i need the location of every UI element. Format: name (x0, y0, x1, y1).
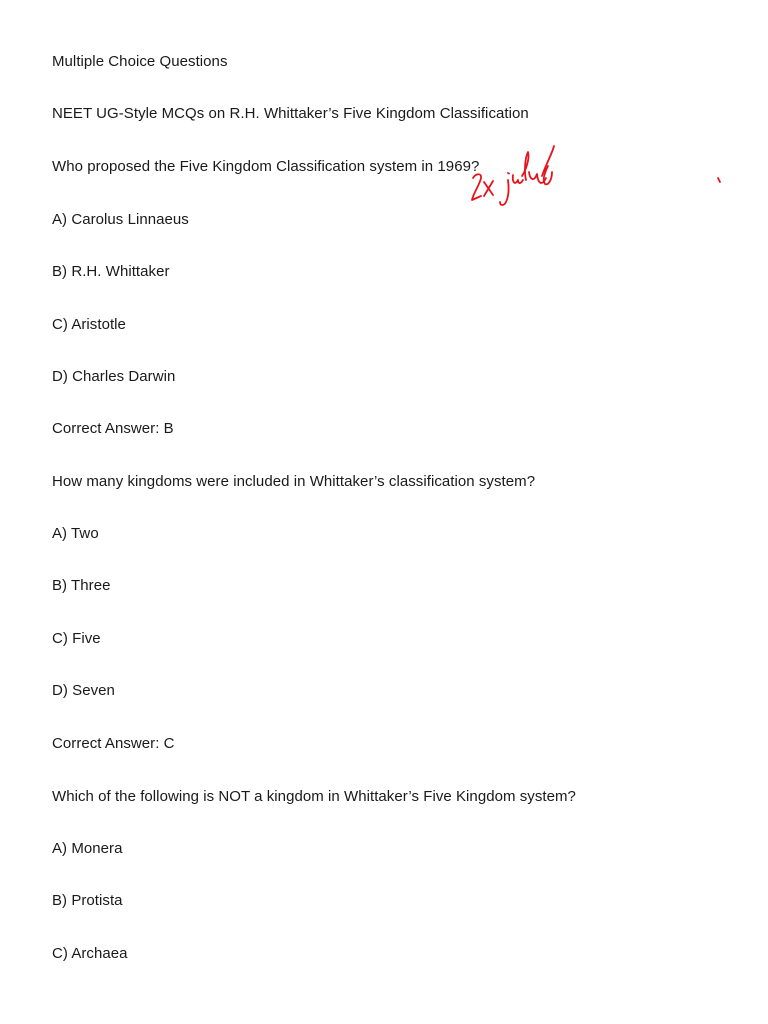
handwritten-annotation (466, 140, 566, 210)
question-1-option-b: B) R.H. Whittaker (52, 263, 170, 280)
question-3-option-c: C) Archaea (52, 945, 128, 962)
handwritten-mark-stroke (718, 178, 720, 182)
question-2-option-a: A) Two (52, 525, 99, 542)
question-1-text: Who proposed the Five Kingdom Classification system in 1969? (52, 158, 480, 175)
document-heading: Multiple Choice Questions (52, 53, 228, 70)
question-3-option-a: A) Monera (52, 840, 123, 857)
document-subtitle: NEET UG-Style MCQs on R.H. Whittaker’s Five Kingdom Classification (52, 105, 529, 122)
question-2-option-c: C) Five (52, 630, 101, 647)
question-3-option-b: B) Protista (52, 892, 123, 909)
question-1-answer: Correct Answer: B (52, 420, 174, 437)
question-2-text: How many kingdoms were included in Whittaker’s classification system? (52, 473, 536, 490)
handwritten-mark (712, 172, 726, 186)
question-1-option-d: D) Charles Darwin (52, 368, 176, 385)
question-1-option-c: C) Aristotle (52, 316, 126, 333)
question-2-answer: Correct Answer: C (52, 735, 175, 752)
question-2-option-d: D) Seven (52, 682, 115, 699)
question-3-text: Which of the following is NOT a kingdom in Whittaker’s Five Kingdom system? (52, 788, 576, 805)
question-1-option-a: A) Carolus Linnaeus (52, 211, 189, 228)
handwritten-strokes (472, 146, 554, 205)
question-2-option-b: B) Three (52, 577, 111, 594)
